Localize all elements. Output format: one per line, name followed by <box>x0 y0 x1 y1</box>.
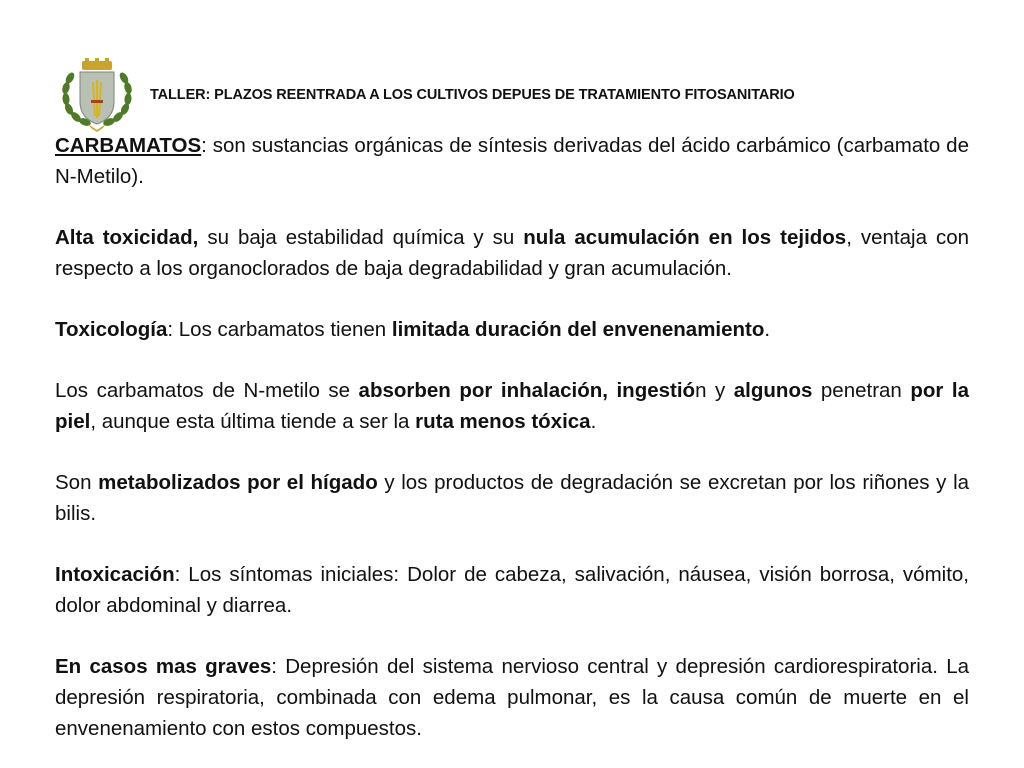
paragraph-carbamatos: CARBAMATOS: son sustancias orgánicas de síntesis derivadas del ácido carbámico (carbamato de N-Metilo). <box>55 134 969 188</box>
term-carbamatos: CARBAMATOS <box>55 134 202 157</box>
term-intoxicacion: Intoxicación <box>55 563 175 586</box>
paragraph-alta-toxicidad: Alta toxicidad, su baja estabilidad química y su nula acumulación en los tejidos, ventaja con respecto a los organoclorados de baja degradabilidad y gran acumulación. <box>55 226 970 280</box>
term-casos-graves: En casos mas graves <box>55 655 272 678</box>
paragraph-casos-graves: En casos mas graves: Depresión del sistema nervioso central y depresión cardiorespiratoria. La depresión respiratoria, combinada con edema pulmonar, es la causa común de muerte en el envenenamiento con estos compuestos. <box>55 655 970 740</box>
page-title: TALLER: PLAZOS REENTRADA A LOS CULTIVOS DEPUES DE TRATAMIENTO FITOSANITARIO <box>150 87 795 103</box>
paragraph-metabolismo: Son metabolizados por el hígado y los productos de degradación se excretan por los riñones y la bilis. <box>55 471 970 525</box>
body-content <box>55 130 969 744</box>
paragraph-toxicologia: Toxicología: Los carbamatos tienen limitada duración del envenenamiento. <box>55 318 771 341</box>
term-alta-toxicidad: Alta toxicidad, <box>55 226 199 249</box>
crest-emblem-icon <box>58 58 136 132</box>
term-toxicologia: Toxicología <box>55 318 168 341</box>
paragraph-absorcion: Los carbamatos de N-metilo se absorben por inhalación, ingestión y algunos penetran por la piel, aunque esta última tiende a ser la ruta menos tóxica. <box>55 379 970 433</box>
paragraph-intoxicacion: Intoxicación: Los síntomas iniciales: Dolor de cabeza, salivación, náusea, visión borrosa, vómito, dolor abdominal y diarrea. <box>55 563 969 617</box>
